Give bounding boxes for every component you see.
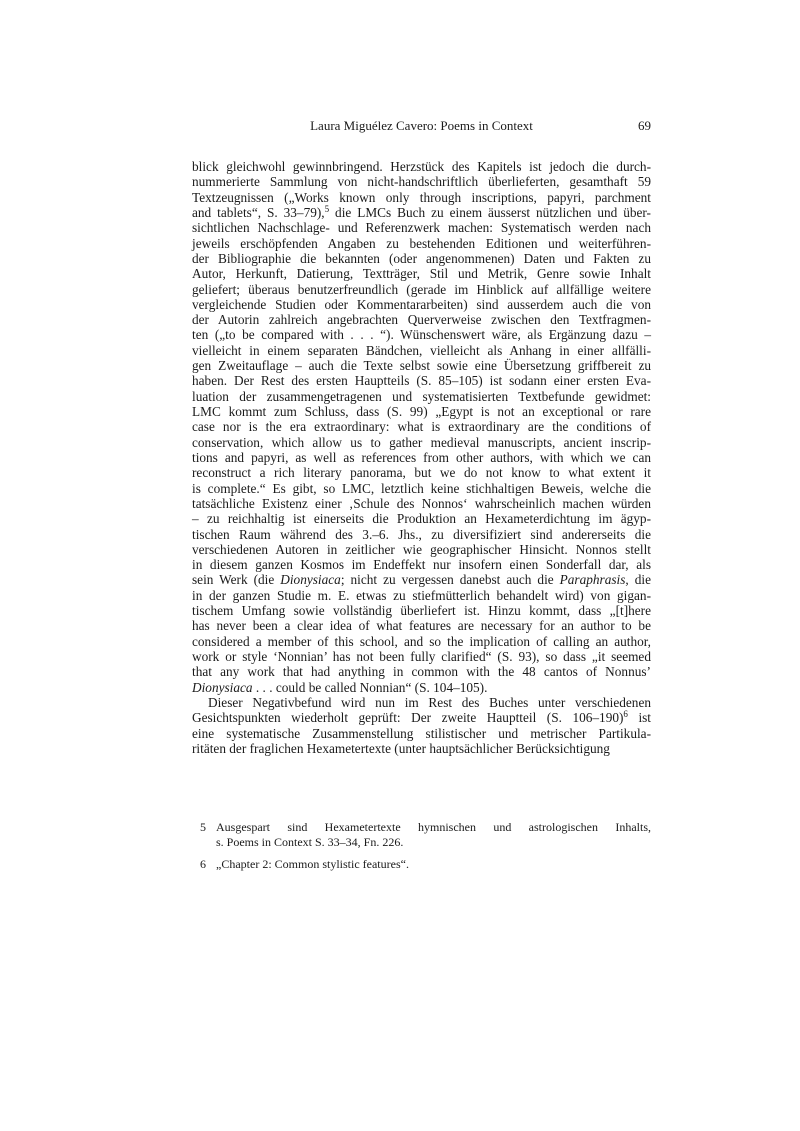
text-run[interactable]: ; nicht zu vergessen danebst auch die bbox=[340, 572, 560, 588]
text-line bbox=[192, 389, 651, 404]
text-line bbox=[192, 343, 651, 358]
text-run[interactable]: ritäten der fraglichen Hexametertexte (unter hauptsächlicher Berücksichtigung bbox=[192, 740, 610, 756]
text-line bbox=[192, 603, 651, 618]
body-text bbox=[192, 159, 651, 756]
text-line bbox=[192, 634, 651, 649]
text-run[interactable]: – zu reichhaltig ist einerseits die Produktion an Hexameterdichtung im ägyp- bbox=[192, 511, 651, 527]
text-run[interactable]: LMC kommt zum Schluss, dass (S. 99) „Egypt is not an exceptional or rare bbox=[192, 404, 651, 419]
text-run[interactable]: ten („to be compared with . . . “). Wünschenswert wäre, als Ergänzung dazu – bbox=[192, 327, 651, 343]
text-run[interactable]: der Autorin zahlreich angebrachten Querverweise zwischen den Textfragmen- bbox=[192, 312, 651, 328]
text-run[interactable]: ist bbox=[627, 710, 652, 726]
text-line bbox=[192, 404, 651, 419]
text-line bbox=[192, 542, 651, 557]
text-line bbox=[192, 465, 651, 480]
footnote-ref[interactable]: 5 bbox=[324, 203, 330, 214]
text-line bbox=[192, 435, 651, 450]
footnote-ref[interactable]: 6 bbox=[623, 709, 628, 720]
text-line bbox=[192, 557, 651, 572]
text-run[interactable]: and tablets“, S. 33–79), bbox=[192, 204, 325, 220]
text-line bbox=[192, 726, 651, 741]
paragraph bbox=[192, 695, 651, 756]
text-line bbox=[192, 496, 651, 511]
footnote-line: „Chapter 2: Common stylistic features“. bbox=[216, 857, 409, 871]
text-line bbox=[192, 481, 651, 496]
text-line bbox=[192, 358, 651, 373]
footnote-number: 6 bbox=[200, 857, 206, 871]
text-run[interactable]: tischem Umfang sowie vollständig überliefert ist. Hinzu kommt, dass „[t]here bbox=[192, 603, 651, 619]
text-run[interactable]: reconstruct a rich literary panorama, but we do not know to what extent it bbox=[192, 465, 651, 481]
text-run[interactable]: has never been a clear idea of what features are necessary for an author to be bbox=[192, 618, 651, 634]
paragraph bbox=[192, 159, 651, 695]
text-line bbox=[192, 312, 651, 327]
italic-title: Dionysiaca bbox=[192, 679, 253, 695]
text-run[interactable]: vielleicht in einem separaten Bändchen, vielleicht als Anhang in einer allfälli- bbox=[192, 342, 651, 358]
text-run[interactable]: tischen Raum während des 3.–6. Jhs., zu diversifiziert sind andererseits die bbox=[192, 526, 651, 542]
text-line bbox=[192, 572, 651, 587]
text-line bbox=[192, 511, 651, 526]
text-run[interactable]: nummerierte Sammlung von nicht-handschriftlich überlieferten, gesamthaft 59 bbox=[192, 174, 651, 190]
text-run[interactable]: Textzeugnissen („Works known only through inscriptions, papyri, parchment bbox=[192, 189, 651, 205]
text-run[interactable]: Gesichtspunkten wiederholt geprüft: Der zweite Hauptteil (S. 106–190) bbox=[192, 710, 624, 726]
page-number: 69 bbox=[638, 118, 651, 133]
text-line bbox=[192, 680, 651, 695]
text-run[interactable]: . . . could be called Nonnian“ (S. 104–105). bbox=[252, 679, 488, 695]
italic-title: Dionysiaca bbox=[280, 572, 341, 588]
footnote-number: 5 bbox=[200, 820, 206, 834]
text-run[interactable]: tatsächliche Existenz einer ‚Schule des Nonnos‘ wahrscheinlich machen würden bbox=[192, 495, 651, 511]
text-run[interactable]: luation der zusammengetragenen und systematisierten Textbefunde gewidmet: bbox=[192, 388, 651, 404]
text-run[interactable]: gen Zweitauflage – auch die Texte selbst sowie eine Übersetzung griffbereit zu bbox=[192, 358, 651, 374]
text-line bbox=[192, 373, 651, 388]
text-run[interactable]: sichtlichen Nachschlage- und Referenzwerk machen: Systematisch werden nach bbox=[192, 220, 651, 236]
text-run[interactable]: in der ganzen Studie m. E. etwas zu stiefmütterlich behandelt wird) von gigan- bbox=[192, 587, 651, 603]
text-line bbox=[192, 159, 651, 174]
italic-title: Paraphrasis bbox=[559, 572, 626, 588]
text-line bbox=[192, 220, 651, 235]
text-line bbox=[192, 251, 651, 266]
text-line bbox=[192, 618, 651, 633]
text-line bbox=[192, 741, 651, 756]
text-line bbox=[192, 695, 651, 710]
text-line bbox=[192, 527, 651, 542]
footnote-line: s. Poems in Context S. 33–34, Fn. 226. bbox=[216, 835, 404, 849]
footnote bbox=[192, 820, 651, 850]
footnotes bbox=[192, 820, 651, 879]
text-line bbox=[192, 450, 651, 465]
text-run[interactable]: vergleichende Studien oder Kommentararbeiten) sind ausserdem auch die von bbox=[192, 296, 651, 312]
text-run[interactable]: tions and papyri, as well as references from other authors, with which we can bbox=[192, 449, 651, 465]
text-run[interactable]: sein Werk (die bbox=[192, 572, 281, 588]
text-line bbox=[192, 649, 651, 664]
text-run[interactable]: der Bibliographie die bekannten (oder angenommenen) Daten und Fakten zu bbox=[192, 250, 651, 266]
footnote bbox=[192, 857, 651, 872]
text-run[interactable]: die LMCs Buch zu einem äusserst nützlichen und über- bbox=[329, 204, 651, 220]
text-run[interactable]: blick gleichwohl gewinnbringend. Herzstück des Kapitels ist jedoch die durch- bbox=[192, 159, 651, 174]
text-run[interactable]: case nor is the era extraordinary: what is extraordinary are the conditions of bbox=[192, 419, 651, 435]
text-run[interactable]: eine systematische Zusammenstellung stilistischer und metrischer Partikula- bbox=[192, 725, 651, 741]
text-run[interactable]: conservation, which allow us to gather medieval manuscripts, ancient inscrip- bbox=[192, 434, 651, 450]
text-line bbox=[192, 419, 651, 434]
text-line bbox=[192, 664, 651, 679]
text-line bbox=[192, 174, 651, 189]
text-line bbox=[192, 588, 651, 603]
text-line bbox=[192, 282, 651, 297]
running-header bbox=[192, 118, 651, 136]
text-line bbox=[192, 297, 651, 312]
footnote-line: Ausgespart sind Hexametertexte hymnischen und astrologischen Inhalts, bbox=[216, 820, 651, 834]
text-run[interactable]: , die bbox=[625, 572, 651, 588]
text-run[interactable]: work or style ‘Nonnian’ has not been fully clarified“ (S. 93), so dass „it seemed bbox=[192, 649, 651, 664]
text-run[interactable]: that any work that had anything in common with the 48 cantos of Nonnus’ bbox=[192, 664, 651, 680]
text-line bbox=[192, 710, 651, 725]
text-run[interactable]: geliefert; überaus benutzerfreundlich (gerade im Hinblick auf allfällige weitere bbox=[192, 281, 651, 297]
text-run[interactable]: Autor, Herkunft, Datierung, Textträger, Stil und Metrik, Genre sowie Inhalt bbox=[192, 266, 651, 282]
text-run[interactable]: considered a member of this school, and so the implication of calling an author, bbox=[192, 633, 651, 649]
text-run[interactable]: verschiedenen Autoren in zeitlicher wie geographischer Hinsicht. Nonnos stellt bbox=[192, 541, 651, 557]
text-line bbox=[192, 190, 651, 205]
text-line bbox=[192, 205, 651, 220]
text-line bbox=[192, 327, 651, 342]
text-run[interactable]: jeweils erschöpfenden Angaben zu bestehenden Editionen und weiterführen- bbox=[192, 235, 651, 251]
text-line bbox=[192, 236, 651, 251]
text-run[interactable]: in diesem ganzen Kosmos im Endeffekt nur insofern einen Sonderfall dar, als bbox=[192, 557, 651, 573]
text-run[interactable]: haben. Der Rest des ersten Hauptteils (S. 85–105) ist sodann einer ersten Eva- bbox=[192, 373, 651, 389]
text-run[interactable]: Dieser Negativbefund wird nun im Rest des Buches unter verschiedenen bbox=[208, 694, 651, 710]
text-line bbox=[192, 266, 651, 281]
text-run[interactable]: is complete.“ Es gibt, so LMC, letztlich keine stichhaltigen Beweis, welche die bbox=[192, 480, 651, 496]
running-title: Laura Miguélez Cavero: Poems in Context bbox=[310, 118, 533, 133]
